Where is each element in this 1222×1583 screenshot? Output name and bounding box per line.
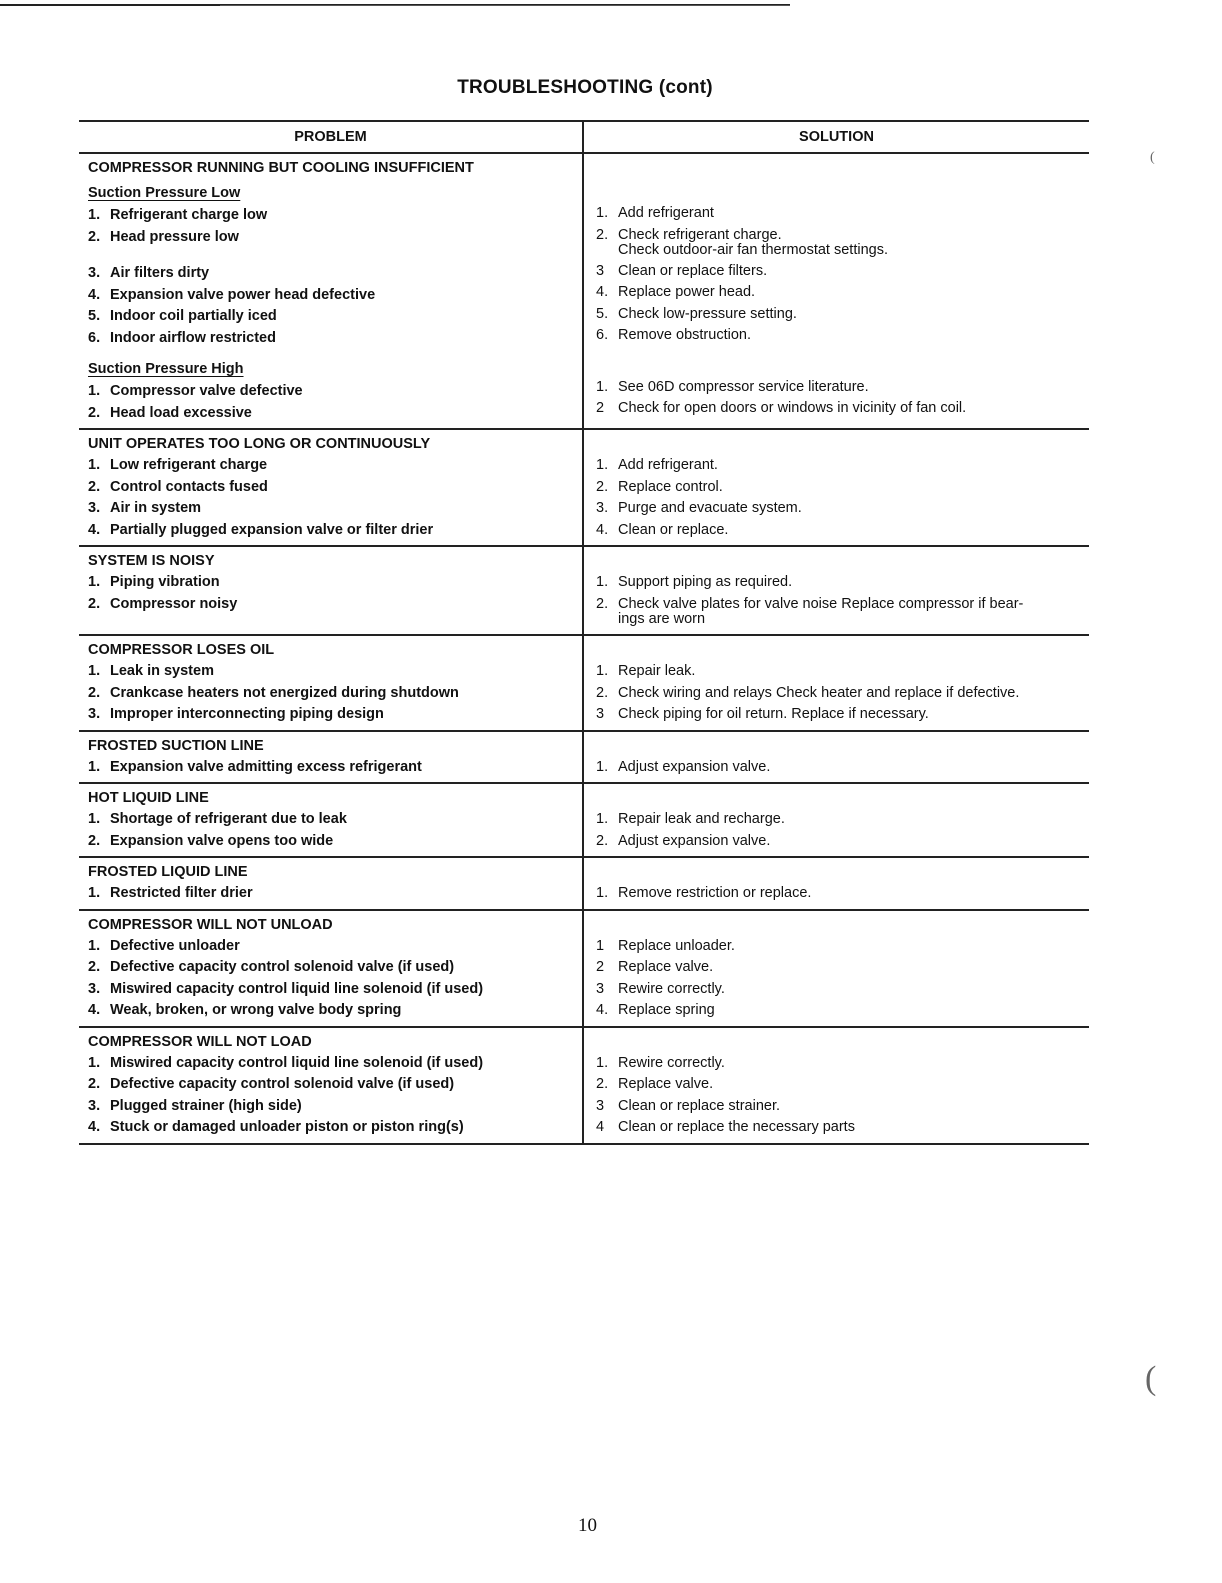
solution-line: Adjust expansion valve. xyxy=(618,832,771,849)
solution-line: Support piping as required. xyxy=(618,574,793,590)
problem-row xyxy=(88,477,582,499)
problem-number: 1. xyxy=(88,758,101,775)
problem-text: Shortage of refrigerant due to leak xyxy=(110,811,347,827)
problem-cell xyxy=(79,1028,582,1143)
solution-line: Check wiring and relays Check heater and replace if defective. xyxy=(618,684,1020,701)
solution-line: Replace valve. xyxy=(618,959,714,975)
troubleshooting-table xyxy=(79,120,1089,1145)
problem-cell xyxy=(79,858,582,909)
problem-number: 3. xyxy=(88,980,101,997)
solution-text xyxy=(618,661,1089,683)
problem-row xyxy=(88,809,582,831)
problem-row xyxy=(88,683,582,705)
group-title: COMPRESSOR RUNNING BUT COOLING INSUFFICIENT xyxy=(88,160,474,176)
solution-line: Replace control. xyxy=(618,478,723,495)
solution-cell xyxy=(582,430,1089,545)
problem-header: PROBLEM xyxy=(294,129,367,145)
solution-line: Clean or replace the necessary parts xyxy=(618,1119,855,1135)
solution-text xyxy=(618,572,1089,594)
solution-line: Remove restriction or replace. xyxy=(618,885,812,901)
problem-number: 1. xyxy=(88,207,101,223)
solution-row xyxy=(596,304,1089,326)
solution-row xyxy=(596,1096,1089,1118)
solution-line: Replace power head. xyxy=(618,284,756,300)
solution-line-2: ings are worn xyxy=(618,610,706,627)
problem-text: Low refrigerant charge xyxy=(110,457,268,473)
solution-cell xyxy=(582,858,1089,909)
solution-line: Adjust expansion valve. xyxy=(618,758,771,775)
problem-row xyxy=(88,227,582,249)
problem-text: Air filters dirty xyxy=(110,265,210,281)
group-title: COMPRESSOR LOSES OIL xyxy=(88,642,275,658)
solution-number: 3. xyxy=(596,500,609,516)
solution-number: 3 xyxy=(596,262,605,279)
problem-group xyxy=(79,547,1089,636)
section-subtitle: Suction Pressure Low xyxy=(88,185,241,201)
solution-line: Add refrigerant xyxy=(618,205,714,221)
solution-number: 1. xyxy=(596,457,609,473)
group-title: UNIT OPERATES TOO LONG OR CONTINUOUSLY xyxy=(88,436,431,452)
problem-number: 2. xyxy=(88,832,101,849)
problem-text: Restricted filter drier xyxy=(110,885,253,901)
problem-text: Weak, broken, or wrong valve body spring xyxy=(110,1002,402,1018)
group-title: FROSTED SUCTION LINE xyxy=(88,737,264,754)
solution-row xyxy=(596,261,1089,283)
problem-number: 2. xyxy=(88,404,101,421)
solution-number: 1. xyxy=(596,758,609,775)
problem-row xyxy=(88,704,582,726)
problem-row xyxy=(88,403,582,425)
problem-text: Partially plugged expansion valve or filter drier xyxy=(110,521,434,538)
solution-number: 1. xyxy=(596,1054,609,1071)
solution-row xyxy=(596,572,1089,594)
solution-number: 1. xyxy=(596,574,609,590)
group-title-spacer xyxy=(596,639,1089,661)
solution-row xyxy=(596,757,1089,779)
problem-text: Head load excessive xyxy=(110,404,252,421)
problem-text: Leak in system xyxy=(110,663,214,679)
solution-number: 2. xyxy=(596,832,609,849)
solution-text xyxy=(618,455,1089,477)
problem-number: 1. xyxy=(88,811,101,827)
problem-number: 3. xyxy=(88,1097,101,1114)
solution-row xyxy=(596,936,1089,958)
solution-line: Purge and evacuate system. xyxy=(618,500,802,516)
solution-line: Replace unloader. xyxy=(618,937,735,954)
solution-text xyxy=(618,704,1089,726)
solution-row xyxy=(596,883,1089,905)
problem-text: Compressor valve defective xyxy=(110,383,303,399)
problem-cell xyxy=(79,636,582,730)
solution-text xyxy=(618,282,1089,304)
problem-group xyxy=(79,636,1089,732)
problem-number: 4. xyxy=(88,286,101,303)
solution-line: Check piping for oil return. Replace if necessary. xyxy=(618,706,929,722)
solution-number: 1. xyxy=(596,663,609,679)
problem-row xyxy=(88,957,582,979)
solution-text xyxy=(618,1096,1089,1118)
problem-number: 1. xyxy=(88,937,101,954)
solution-text xyxy=(618,883,1089,905)
problem-text: Indoor coil partially iced xyxy=(110,308,277,324)
solution-text xyxy=(618,377,1089,399)
solution-row xyxy=(596,398,1089,420)
problem-text: Defective capacity control solenoid valve (if used) xyxy=(110,1076,455,1092)
problem-cell xyxy=(79,430,582,545)
solution-line: Check for open doors or windows in vicinity of fan coil. xyxy=(618,400,967,416)
problem-group xyxy=(79,784,1089,858)
solution-number: 6. xyxy=(596,327,609,343)
page-number: 10 xyxy=(578,1515,597,1536)
solution-line: Repair leak and recharge. xyxy=(618,811,785,827)
solution-number: 2. xyxy=(596,226,609,243)
solution-number: 4. xyxy=(596,284,609,300)
problem-text: Defective capacity control solenoid valve (if used) xyxy=(110,959,455,975)
section-spacer xyxy=(596,353,1089,377)
problem-text: Stuck or damaged unloader piston or piston ring(s) xyxy=(110,1119,464,1135)
solution-text xyxy=(618,398,1089,420)
solution-number: 3 xyxy=(596,706,605,722)
solution-text xyxy=(618,520,1089,542)
solution-number: 2 xyxy=(596,400,605,416)
solution-row xyxy=(596,377,1089,399)
group-title: SYSTEM IS NOISY xyxy=(88,553,215,569)
problem-cell xyxy=(79,154,582,428)
problem-row xyxy=(88,979,582,1001)
problem-text: Plugged strainer (high side) xyxy=(110,1097,302,1114)
group-title-spacer xyxy=(596,433,1089,455)
solution-text xyxy=(618,809,1089,831)
section-spacer xyxy=(596,179,1089,203)
solution-line: Remove obstruction. xyxy=(618,327,751,343)
problem-cell xyxy=(79,784,582,856)
group-title: HOT LIQUID LINE xyxy=(88,790,209,806)
solution-row xyxy=(596,203,1089,225)
problem-number: 2. xyxy=(88,228,101,245)
solution-cell xyxy=(582,154,1089,428)
solution-row xyxy=(596,979,1089,1001)
solution-number: 2. xyxy=(596,1076,609,1092)
problem-text: Expansion valve power head defective xyxy=(110,286,376,303)
solution-text xyxy=(618,936,1089,958)
solution-number: 3 xyxy=(596,1097,605,1114)
group-title: COMPRESSOR WILL NOT LOAD xyxy=(88,1033,312,1050)
problem-number: 3. xyxy=(88,706,101,722)
problem-number: 1. xyxy=(88,663,101,679)
solution-line: Replace spring xyxy=(618,1002,715,1018)
solution-text xyxy=(618,831,1089,853)
solution-text xyxy=(618,477,1089,499)
problem-text: Improper interconnecting piping design xyxy=(110,706,384,722)
solution-row xyxy=(596,477,1089,499)
problem-number: 1. xyxy=(88,574,101,590)
solution-cell xyxy=(582,911,1089,1026)
solution-row xyxy=(596,325,1089,347)
group-title-spacer xyxy=(596,735,1089,757)
solution-text xyxy=(618,683,1089,705)
solution-number: 3 xyxy=(596,980,605,997)
group-title-spacer xyxy=(596,1031,1089,1053)
solution-number: 1. xyxy=(596,378,609,395)
problem-text: Miswired capacity control liquid line solenoid (if used) xyxy=(110,1054,484,1071)
problem-number: 5. xyxy=(88,308,101,324)
solution-row xyxy=(596,520,1089,542)
solution-line: Clean or replace strainer. xyxy=(618,1097,780,1114)
problem-row xyxy=(88,661,582,683)
solution-row xyxy=(596,1053,1089,1075)
solution-number: 1. xyxy=(596,885,609,901)
problem-row xyxy=(88,306,582,328)
scan-mark: ( xyxy=(1150,150,1155,165)
problem-row xyxy=(88,936,582,958)
solution-number: 4. xyxy=(596,521,609,538)
solution-row xyxy=(596,282,1089,304)
problem-row xyxy=(88,381,582,403)
solution-line-2: Check outdoor-air fan thermostat settings. xyxy=(618,241,888,258)
group-title-spacer xyxy=(596,787,1089,809)
group-title-spacer xyxy=(596,861,1089,883)
problem-text: Control contacts fused xyxy=(110,478,268,495)
problem-text: Crankcase heaters not energized during shutdown xyxy=(110,684,459,701)
problem-number: 3. xyxy=(88,500,101,516)
problem-row xyxy=(88,520,582,542)
problem-row xyxy=(88,594,582,616)
problem-text: Head pressure low xyxy=(110,228,239,245)
problem-number: 1. xyxy=(88,885,101,901)
problem-group xyxy=(79,430,1089,547)
solution-number: 2 xyxy=(596,959,605,975)
problem-text: Defective unloader xyxy=(110,937,240,954)
solution-line: Repair leak. xyxy=(618,663,696,679)
solution-line: Clean or replace filters. xyxy=(618,262,768,279)
problem-row xyxy=(88,455,582,477)
problem-text: Refrigerant charge low xyxy=(110,207,268,223)
problem-group xyxy=(79,911,1089,1028)
solution-text xyxy=(618,498,1089,520)
problem-number: 4. xyxy=(88,1002,101,1018)
group-title: COMPRESSOR WILL NOT UNLOAD xyxy=(88,916,333,933)
solution-text xyxy=(618,757,1089,779)
problem-row xyxy=(88,1096,582,1118)
solution-line: Check low-pressure setting. xyxy=(618,305,797,322)
solution-text xyxy=(618,979,1089,1001)
solution-text xyxy=(618,957,1089,979)
solution-row xyxy=(596,225,1089,261)
problem-number: 6. xyxy=(88,329,101,346)
solution-row xyxy=(596,455,1089,477)
solution-number: 1. xyxy=(596,811,609,827)
solution-text xyxy=(618,1117,1089,1139)
group-title: FROSTED LIQUID LINE xyxy=(88,864,248,880)
problem-text: Expansion valve opens too wide xyxy=(110,832,334,849)
solution-text xyxy=(618,594,1089,630)
problem-number: 2. xyxy=(88,595,101,612)
group-title-spacer xyxy=(596,550,1089,572)
problem-cell xyxy=(79,547,582,634)
problem-text: Indoor airflow restricted xyxy=(110,329,276,346)
solution-row xyxy=(596,683,1089,705)
problem-number: 4. xyxy=(88,521,101,538)
problem-text: Miswired capacity control liquid line solenoid (if used) xyxy=(110,980,484,997)
problem-number: 1. xyxy=(88,383,101,399)
solution-number: 2. xyxy=(596,595,609,612)
problem-row xyxy=(88,572,582,594)
solution-number: 1. xyxy=(596,205,609,221)
problem-row xyxy=(88,263,582,285)
problem-number: 1. xyxy=(88,1054,101,1071)
solution-cell xyxy=(582,784,1089,856)
problem-number: 4. xyxy=(88,1119,101,1135)
solution-row xyxy=(596,704,1089,726)
problem-row xyxy=(88,1053,582,1075)
solution-text xyxy=(618,225,1089,261)
solution-line: See 06D compressor service literature. xyxy=(618,378,869,395)
problem-number: 1. xyxy=(88,457,101,473)
problem-group xyxy=(79,732,1089,785)
solution-line: Check valve plates for valve noise Replace compressor if bear- xyxy=(618,595,1024,612)
solution-header: SOLUTION xyxy=(582,122,1089,152)
solution-row xyxy=(596,1074,1089,1096)
solution-cell xyxy=(582,1028,1089,1143)
solution-cell xyxy=(582,732,1089,783)
problem-row xyxy=(88,1000,582,1022)
problem-cell xyxy=(79,732,582,783)
solution-row xyxy=(596,661,1089,683)
solution-text xyxy=(618,203,1089,225)
solution-row xyxy=(596,809,1089,831)
problem-number: 2. xyxy=(88,684,101,701)
problem-text: Piping vibration xyxy=(110,574,220,590)
scan-mark: ( xyxy=(1145,1360,1157,1397)
solution-row xyxy=(596,831,1089,853)
problem-row xyxy=(88,1074,582,1096)
solution-row xyxy=(596,1000,1089,1022)
section-subtitle: Suction Pressure High xyxy=(88,361,244,377)
problem-row xyxy=(88,831,582,853)
solution-text xyxy=(618,1053,1089,1075)
solution-number: 2. xyxy=(596,684,609,701)
problem-row-filler xyxy=(88,248,582,263)
problem-group xyxy=(79,1028,1089,1145)
problem-cell xyxy=(79,911,582,1026)
problem-text: Air in system xyxy=(110,500,202,516)
solution-text xyxy=(618,1000,1089,1022)
problem-number: 3. xyxy=(88,265,101,281)
problem-text: Expansion valve admitting excess refrigerant xyxy=(110,758,422,775)
problem-number: 2. xyxy=(88,478,101,495)
problem-text: Compressor noisy xyxy=(110,595,238,612)
solution-line: Clean or replace. xyxy=(618,521,729,538)
solution-text xyxy=(618,304,1089,326)
problem-row xyxy=(88,757,582,779)
solution-row xyxy=(596,957,1089,979)
solution-line: Add refrigerant. xyxy=(618,457,718,473)
solution-line: Replace valve. xyxy=(618,1076,714,1092)
group-title-spacer xyxy=(596,157,1089,179)
solution-number: 5. xyxy=(596,305,609,322)
solution-line: Rewire correctly. xyxy=(618,1054,725,1071)
solution-row xyxy=(596,498,1089,520)
solution-number: 4. xyxy=(596,1002,609,1018)
section-gap xyxy=(88,349,582,355)
problem-row xyxy=(88,498,582,520)
problem-row xyxy=(88,205,582,227)
solution-line: Rewire correctly. xyxy=(618,980,725,997)
top-rule-thin xyxy=(220,5,790,6)
problem-group xyxy=(79,858,1089,911)
solution-row xyxy=(596,594,1089,630)
solution-row xyxy=(596,1117,1089,1139)
problem-number: 2. xyxy=(88,1076,101,1092)
solution-number: 1 xyxy=(596,937,605,954)
solution-text xyxy=(618,325,1089,347)
solution-number: 2. xyxy=(596,478,609,495)
solution-line: Check refrigerant charge. xyxy=(618,226,782,243)
solution-cell xyxy=(582,547,1089,634)
group-title-spacer xyxy=(596,914,1089,936)
table-header xyxy=(79,120,1089,154)
solution-number: 4 xyxy=(596,1119,605,1135)
problem-row xyxy=(88,1117,582,1139)
problem-row xyxy=(88,285,582,307)
problem-number: 2. xyxy=(88,959,101,975)
problem-row xyxy=(88,328,582,350)
solution-text xyxy=(618,261,1089,283)
problem-group xyxy=(79,154,1089,430)
problem-row xyxy=(88,883,582,905)
page-title: TROUBLESHOOTING (cont) xyxy=(457,77,713,98)
table-body xyxy=(79,154,1089,1145)
solution-cell xyxy=(582,636,1089,730)
problem-row-filler xyxy=(88,615,582,630)
solution-text xyxy=(618,1074,1089,1096)
